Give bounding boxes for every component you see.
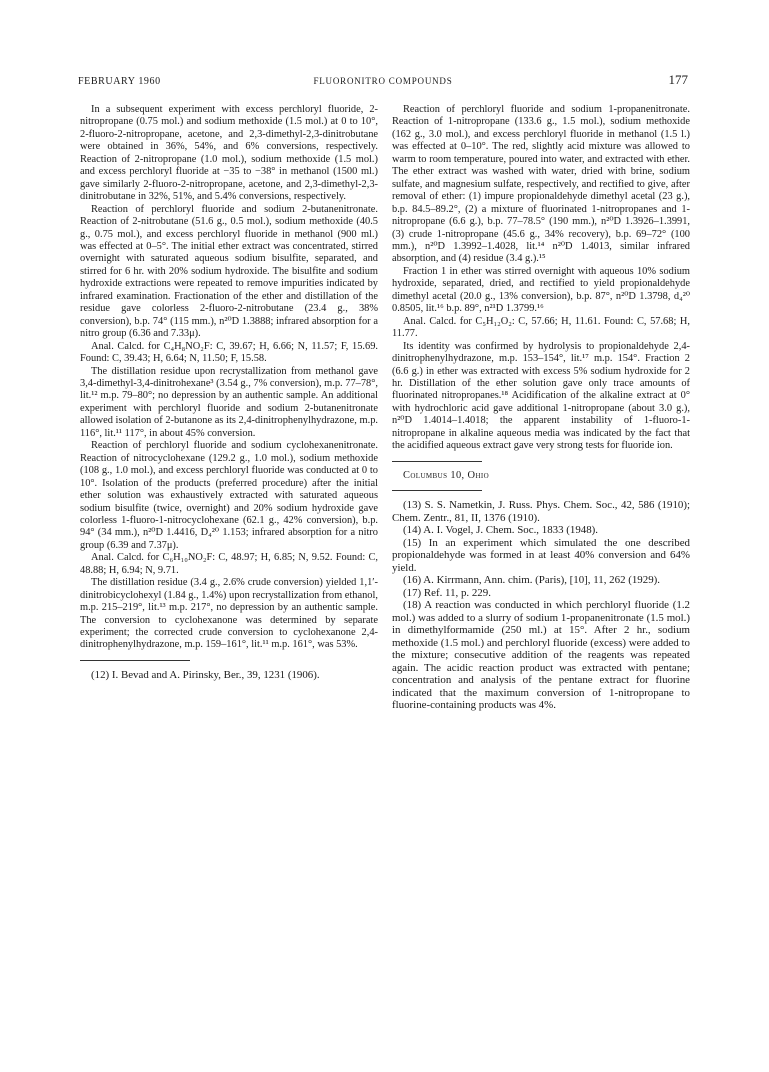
paragraph: In a subsequent experiment with excess perchloryl fluoride, 2-nitropropane (0.75 mol.) and sodium methoxide (1.5 mol.) at 0 to 10°, 2-fluoro-2-nitropropane, acetone, and 2,3-dimethyl-2,3-dinitrobutane were obtained in 36%, 54%, and 6% conversions, respectively. Reaction of 2-nitropropane (1.0 mol.), sodium methoxide (1.5 mol.) and excess perchloryl fluoride at −35 to −38° in methanol (1500 ml.) gave similarly 2-fluoro-2-nitropropane, acetone, and 2,3-dimethyl-2,3-dinitrobutane in 32%, 51%, and 5.4% conversions, respectively. (80, 104, 378, 203)
author-location: Columbus 10, Ohio (403, 469, 490, 481)
footnote-16: (16) A. Kirrmann, Ann. chim. (Paris), [10], 11, 262 (1929). (403, 574, 660, 587)
footnote-17: (17) Ref. 11, p. 229. (403, 586, 491, 599)
paragraph: Fraction 1 in ether was stirred overnight with aqueous 10% sodium hydroxide, separated, dried, and rectified to yield propionaldehyde dimethyl acetal (20.0 g., 13% conversion), b.p. 87°, n²⁰D 1.3798, d₄²⁰ 0.8505, lit.¹⁶ b.p. 89°, n²¹D 1.3799.¹⁶ (392, 265, 690, 315)
analysis-paragraph: Anal. Calcd. for C₅H₁₂O₂: C, 57.66; H, 11.61. Found: C, 57.68; H, 11.77. (392, 315, 690, 340)
footnote-18: (18) A reaction was conducted in which perchloryl fluoride (1.2 mol.) was added to a slurry of sodium 1-propanenitronate (1.5 mol.) in dimethylformamide (250 ml.) at 15°. After 2 hr., sodium methoxide (1.5 mol.) and perchloryl fluoride (excess) were added to the mixture; consecutive addition of the reagents was repeated again. The acidic reaction product was extracted with pentane; concentration and analysis of the pentane extract for fluorine indicated that the maximum conversion of 1-nitropropane to fluorine-containing products was 4%. (392, 599, 690, 712)
paragraph: The distillation residue upon recrystallization from methanol gave 3,4-dimethyl-3,4-dinitrohexane³ (3.54 g., 7% conversion), m.p. 77–78°, lit.¹² m.p. 79–80°; no depression by an authentic sample. An additional experiment with perchloryl fluoride and sodium 2-butanenitronate allowed isolation of 2-butanone as its 2,4-dinitrophenylhydrazone, m.p. 116°, lit.¹¹ 117°, in about 45% conversion. (80, 365, 378, 439)
location-rule (392, 461, 482, 462)
issue-date: FEBRUARY 1960 (78, 76, 161, 87)
footnote-14: (14) A. I. Vogel, J. Chem. Soc., 1833 (1948). (403, 524, 599, 537)
paragraph: Reaction of perchloryl fluoride and sodium cyclohexanenitronate. Reaction of nitrocyclohexane (129.2 g., 1.0 mol.), sodium methoxide (108 g., 1.0 mol.), and excess perchloryl fluoride was conducted at 0 to 10°. Isolation of the products (preferred procedure) after the initial ether solution was exhaustively extracted with saturated aqueous sodium bisulfite (twice, overnight) and 20% sodium hydroxide gave colorless 1-fluoro-1-nitrocyclohexane (62.1 g., 42% conversion), b.p. 94° (34 mm.), n²⁰D 1.4416, D₄²⁰ 1.153; infrared absorption for a nitro group (6.39 and 7.37μ). (80, 440, 378, 551)
footnote-15: (15) In an experiment which simulated the one described propionaldehyde was formed in at least 40% conversion and 64% yield. (392, 536, 690, 574)
running-title: FLUORONITRO COMPOUNDS (313, 76, 453, 86)
paragraph: Its identity was confirmed by hydrolysis to propionaldehyde 2,4-dinitrophenylhydrazone, m.p. 153–154°, lit.¹⁷ m.p. 154°. Fraction 2 (6.6 g.) in ether was extracted with excess 5% sodium hydroxide for 2 hr. Distillation of the ether solution gave only trace amounts of fluorinated nitropropanes.¹⁸ Acidification of the alkaline extract at 0° with hydrochloric acid gave additional 1-nitropropane (about 3.0 g.), n²⁰D 1.4014–1.4018; the apparent instability of 1-fluoro-1-nitropropane in alkaline aqueous media was indicated by the fact that the acidified aqueous extract gave very strong tests for fluoride ion. (392, 340, 690, 452)
footnote-12: (12) I. Bevad and A. Pirinsky, Ber., 39, 1231 (1906). (91, 668, 320, 681)
footnote-rule (80, 660, 190, 661)
analysis-paragraph: Anal. Calcd. for C₆H₁₀NO₂F: C, 48.97; H, 6.85; N, 9.52. Found: C, 48.88; H, 6.94; N, 9.71. (80, 552, 378, 576)
page-number: 177 (668, 72, 688, 87)
analysis-paragraph: Anal. Calcd. for C₄H₈NO₂F: C, 39.67; H, 6.66; N, 11.57; F, 15.69. Found: C, 39.43; H, 6.64; N, 11.50; F, 15.58. (80, 340, 378, 365)
right-column (392, 104, 690, 712)
footnote-rule (392, 490, 482, 491)
running-header (78, 72, 688, 92)
left-column (80, 104, 378, 681)
paragraph: Reaction of perchloryl fluoride and sodium 2-butanenitronate. Reaction of 2-nitrobutane (51.6 g., 0.5 mol.), sodium methoxide (40.5 g., 0.75 mol.), and excess perchloryl fluoride in methanol (900 ml.) was effected at 0–5°. The initial ether extract was concentrated, stirred overnight with saturated aqueous sodium bisulfite, separated, and stirred for 6 hr. with 20% sodium hydroxide. The bisulfite and sodium hydroxide extractions were repeated to remove impurities indicated by infrared examination. Fractionation of the ether and distillation of the residue gave colorless 2-fluoro-2-nitrobutane (23.4 g., 38% conversion), b.p. 74° (115 mm.), n²⁰D 1.3888; infrared absorption for a nitro group (6.36 and 7.33μ). (80, 203, 378, 340)
paragraph: Reaction of perchloryl fluoride and sodium 1-propanenitronate. Reaction of 1-nitropropane (133.6 g., 1.5 mol.), sodium methoxide (162 g., 3.0 mol.), and excess perchloryl fluoride in methanol (1.5 l.) was effected at 0–10°. The red, slightly acid mixture was allowed to warm to room temperature, poured into water, and extracted with ether. The ether extract was washed with water, dried with brine, sodium sulfate, and magnesium sulfate, respectively, and rectified to give, after removal of ether: (1) impure propionaldehyde dimethyl acetal (23 g.), b.p. 84.5–89.2°, (2) a mixture of fluorinated 1-nitropropanes and 1-nitropropane (6.6 g.), b.p. 77–78.5° (190 mm.), n²⁰D 1.3926–1.3991, (3) crude 1-nitropropane (45.6 g., 34% recovery), b.p. 69–72° (100 mm.), n²⁰D 1.3992–1.4028, lit.¹⁴ n²⁰D 1.4013, similar infrared absorption, and (4) residue (3.4 g.).¹⁵ (392, 104, 690, 265)
paragraph: The distillation residue (3.4 g., 2.6% crude conversion) yielded 1,1′-dinitrobicyclohexyl (1.84 g., 1.4%) upon recrystallization from ethanol, m.p. 215–219°, lit.¹³ m.p. 217°, no depression by an authentic sample. The conversion to cyclohexanone was determined by separate experiment; the corrected crude conversion to cyclohexanone 2,4-dinitrophenylhydrazone, m.p. 159–161°, lit.¹¹ m.p. 161°, was 53%. (80, 577, 378, 651)
footnote-13: (13) S. S. Nametkin, J. Russ. Phys. Chem. Soc., 42, 586 (1910); Chem. Zentr., 81, II, 1376 (1910). (392, 499, 690, 524)
footnotes (392, 499, 690, 712)
